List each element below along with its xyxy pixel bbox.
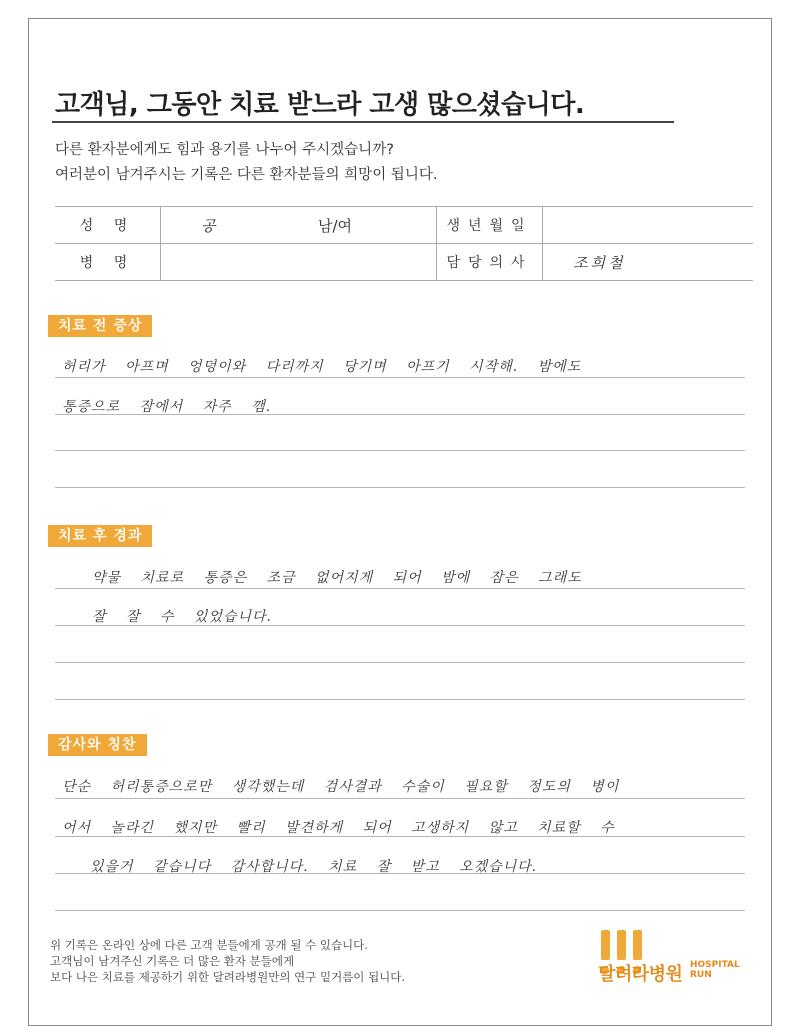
info-row-2 bbox=[55, 244, 753, 281]
thanks-rule-2 bbox=[55, 836, 745, 837]
intro-line-1: 다른 환자분에게도 힘과 용기를 나누어 주시겠습니까? bbox=[55, 142, 394, 158]
after-rule-1 bbox=[55, 588, 745, 589]
disease-label: 병 명 bbox=[55, 244, 161, 281]
after-rule-3 bbox=[55, 662, 745, 663]
before-rule-3 bbox=[55, 450, 745, 451]
thanks-rule-3 bbox=[55, 873, 745, 874]
after-rule-4 bbox=[55, 699, 745, 700]
title-underline bbox=[52, 121, 674, 123]
footer-line-3: 보다 나은 치료를 제공하기 위한 달려라병원만의 연구 밑거름이 됩니다. bbox=[50, 970, 406, 984]
gender-value: 남/여 bbox=[317, 216, 352, 235]
disease-field[interactable] bbox=[161, 244, 437, 281]
logo-name: 달려라병원 bbox=[598, 964, 683, 985]
birth-label: 생년월일 bbox=[437, 207, 543, 244]
doctor-label: 담당의사 bbox=[437, 244, 543, 281]
after-rule-2 bbox=[55, 625, 745, 626]
name-field[interactable] bbox=[161, 207, 437, 244]
doctor-field[interactable] bbox=[543, 244, 754, 281]
section-after-label: 치료 후 경과 bbox=[48, 525, 152, 547]
before-rule-1 bbox=[55, 377, 745, 378]
form-title: 고객님, 그동안 치료 받느라 고생 많으셨습니다. bbox=[55, 90, 585, 120]
thanks-rule-4 bbox=[55, 910, 745, 911]
before-rule-2 bbox=[55, 414, 745, 415]
name-value: 공 bbox=[201, 216, 219, 235]
after-line-2[interactable]: 잘 잘 수 있었습니다. bbox=[92, 609, 272, 625]
footer-line-1: 위 기록은 온라인 상에 다른 고객 분들에게 공개 될 수 있습니다. bbox=[50, 938, 368, 952]
logo-subtitle bbox=[690, 960, 740, 980]
info-row-1 bbox=[55, 207, 753, 244]
thanks-line-1[interactable]: 단순 허리통증으로만 생각했는데 검사결과 수술이 필요할 정도의 병이 bbox=[62, 779, 620, 795]
logo-sub-1: HOSPITAL bbox=[690, 960, 740, 970]
before-line-1[interactable]: 허리가 아프며 엉덩이와 다리까지 당기며 아프기 시작해. 밤에도 bbox=[62, 359, 582, 375]
doctor-value: 조희철 bbox=[573, 253, 626, 272]
logo-sub-2: RUN bbox=[690, 970, 712, 980]
thanks-line-2[interactable]: 어서 놀라긴 했지만 빨리 발견하게 되어 고생하지 않고 치료할 수 bbox=[62, 820, 615, 836]
intro-line-2: 여러분이 남겨주시는 기록은 다른 환자분들의 희망이 됩니다. bbox=[55, 167, 438, 183]
before-line-2[interactable]: 통증으로 잠에서 자주 깸. bbox=[62, 399, 272, 415]
footer-line-2: 고객님이 남겨주신 기록은 더 많은 환자 분들에게 bbox=[50, 954, 295, 968]
section-thanks-label: 감사와 칭찬 bbox=[48, 734, 147, 756]
name-label: 성 명 bbox=[55, 207, 161, 244]
patient-info-table bbox=[55, 206, 753, 281]
birth-field[interactable] bbox=[543, 207, 754, 244]
after-line-1[interactable]: 약물 치료로 통증은 조금 없어지게 되어 밤에 잠은 그래도 bbox=[92, 570, 582, 586]
thanks-line-3[interactable]: 있을거 같습니다 감사합니다. 치료 잘 받고 오겠습니다. bbox=[90, 859, 538, 875]
before-rule-4 bbox=[55, 487, 745, 488]
thanks-rule-1 bbox=[55, 798, 745, 799]
section-before-label: 치료 전 증상 bbox=[48, 315, 152, 337]
